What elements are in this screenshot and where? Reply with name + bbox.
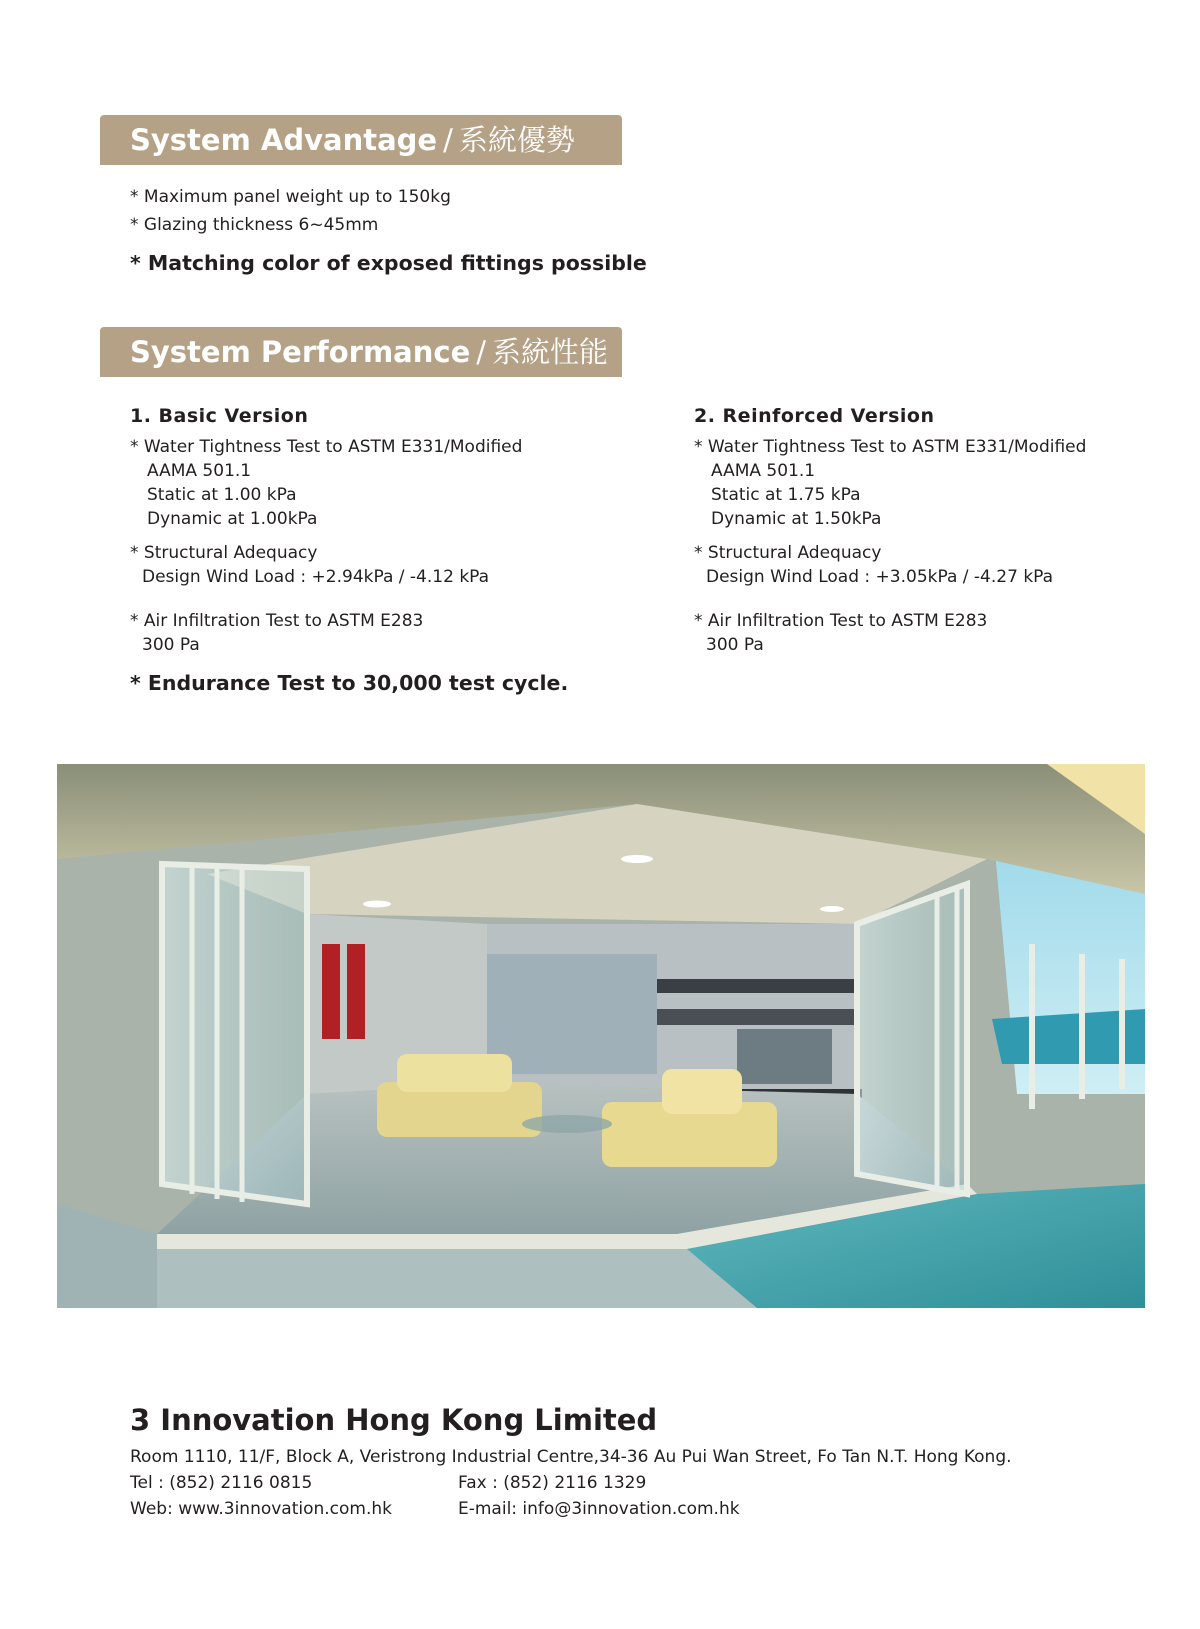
- contact-row-phone: [130, 1470, 1130, 1496]
- endurance-test: * Endurance Test to 30,000 test cycle.: [130, 671, 569, 695]
- air-test-value: 300 Pa: [706, 635, 764, 655]
- company-fax: Fax : (852) 2116 1329: [458, 1473, 647, 1493]
- performance-title-cn: 系統性能: [492, 335, 609, 369]
- water-test-standard: AAMA 501.1: [711, 461, 816, 481]
- structural-value: Design Wind Load : +3.05kPa / -4.27 kPa: [706, 567, 1054, 587]
- advantage-title-cn: 系統優勢: [458, 123, 575, 157]
- air-test-title: * Air Infiltration Test to ASTM E283: [130, 611, 424, 631]
- reinforced-structural: [694, 541, 1164, 589]
- reinforced-version-column: [694, 403, 1164, 657]
- advantage-item: * Maximum panel weight up to 150kg: [130, 187, 451, 207]
- company-tel: Tel : (852) 2116 0815: [130, 1473, 313, 1493]
- structural-title: * Structural Adequacy: [694, 543, 882, 563]
- company-name: 3 Innovation Hong Kong Limited: [130, 1403, 658, 1437]
- water-test-static: Static at 1.00 kPa: [147, 485, 297, 505]
- water-test-title: * Water Tightness Test to ASTM E331/Modified: [694, 437, 1087, 457]
- company-web: Web: www.3innovation.com.hk: [130, 1499, 393, 1519]
- air-test-value: 300 Pa: [142, 635, 200, 655]
- performance-banner: [100, 327, 622, 377]
- advantage-highlight: * Matching color of exposed fittings possible: [130, 251, 647, 275]
- water-test-title: * Water Tightness Test to ASTM E331/Modified: [130, 437, 523, 457]
- air-test-title: * Air Infiltration Test to ASTM E283: [694, 611, 988, 631]
- basic-version-heading: 1. Basic Version: [130, 405, 309, 427]
- performance-title-separator: /: [476, 335, 487, 369]
- advantage-title-en: System Advantage: [130, 123, 438, 157]
- basic-water-test: [130, 435, 600, 531]
- structural-title: * Structural Adequacy: [130, 543, 318, 563]
- water-test-standard: AAMA 501.1: [147, 461, 252, 481]
- reinforced-version-heading: 2. Reinforced Version: [694, 405, 935, 427]
- water-test-static: Static at 1.75 kPa: [711, 485, 861, 505]
- basic-air-infiltration: [130, 609, 600, 657]
- basic-version-column: [130, 403, 600, 695]
- advantage-list: [130, 183, 647, 277]
- contact-row-web: [130, 1496, 1130, 1522]
- reinforced-water-test: [694, 435, 1164, 531]
- water-test-dynamic: Dynamic at 1.50kPa: [711, 509, 882, 529]
- basic-structural: [130, 541, 600, 589]
- advantage-title-separator: /: [443, 123, 453, 157]
- company-email: E-mail: info@3innovation.com.hk: [458, 1499, 740, 1519]
- advantage-banner: [100, 115, 622, 165]
- performance-title-en: System Performance: [130, 335, 471, 369]
- advantage-item: * Glazing thickness 6~45mm: [130, 215, 379, 235]
- company-footer: [130, 1400, 1130, 1522]
- interior-photo: [57, 764, 1145, 1308]
- structural-value: Design Wind Load : +2.94kPa / -4.12 kPa: [142, 567, 490, 587]
- company-address: Room 1110, 11/F, Block A, Veristrong Industrial Centre,34-36 Au Pui Wan Street, Fo Tan N.T. Hong Kong.: [130, 1447, 1012, 1467]
- water-test-dynamic: Dynamic at 1.00kPa: [147, 509, 318, 529]
- reinforced-air-infiltration: [694, 609, 1164, 657]
